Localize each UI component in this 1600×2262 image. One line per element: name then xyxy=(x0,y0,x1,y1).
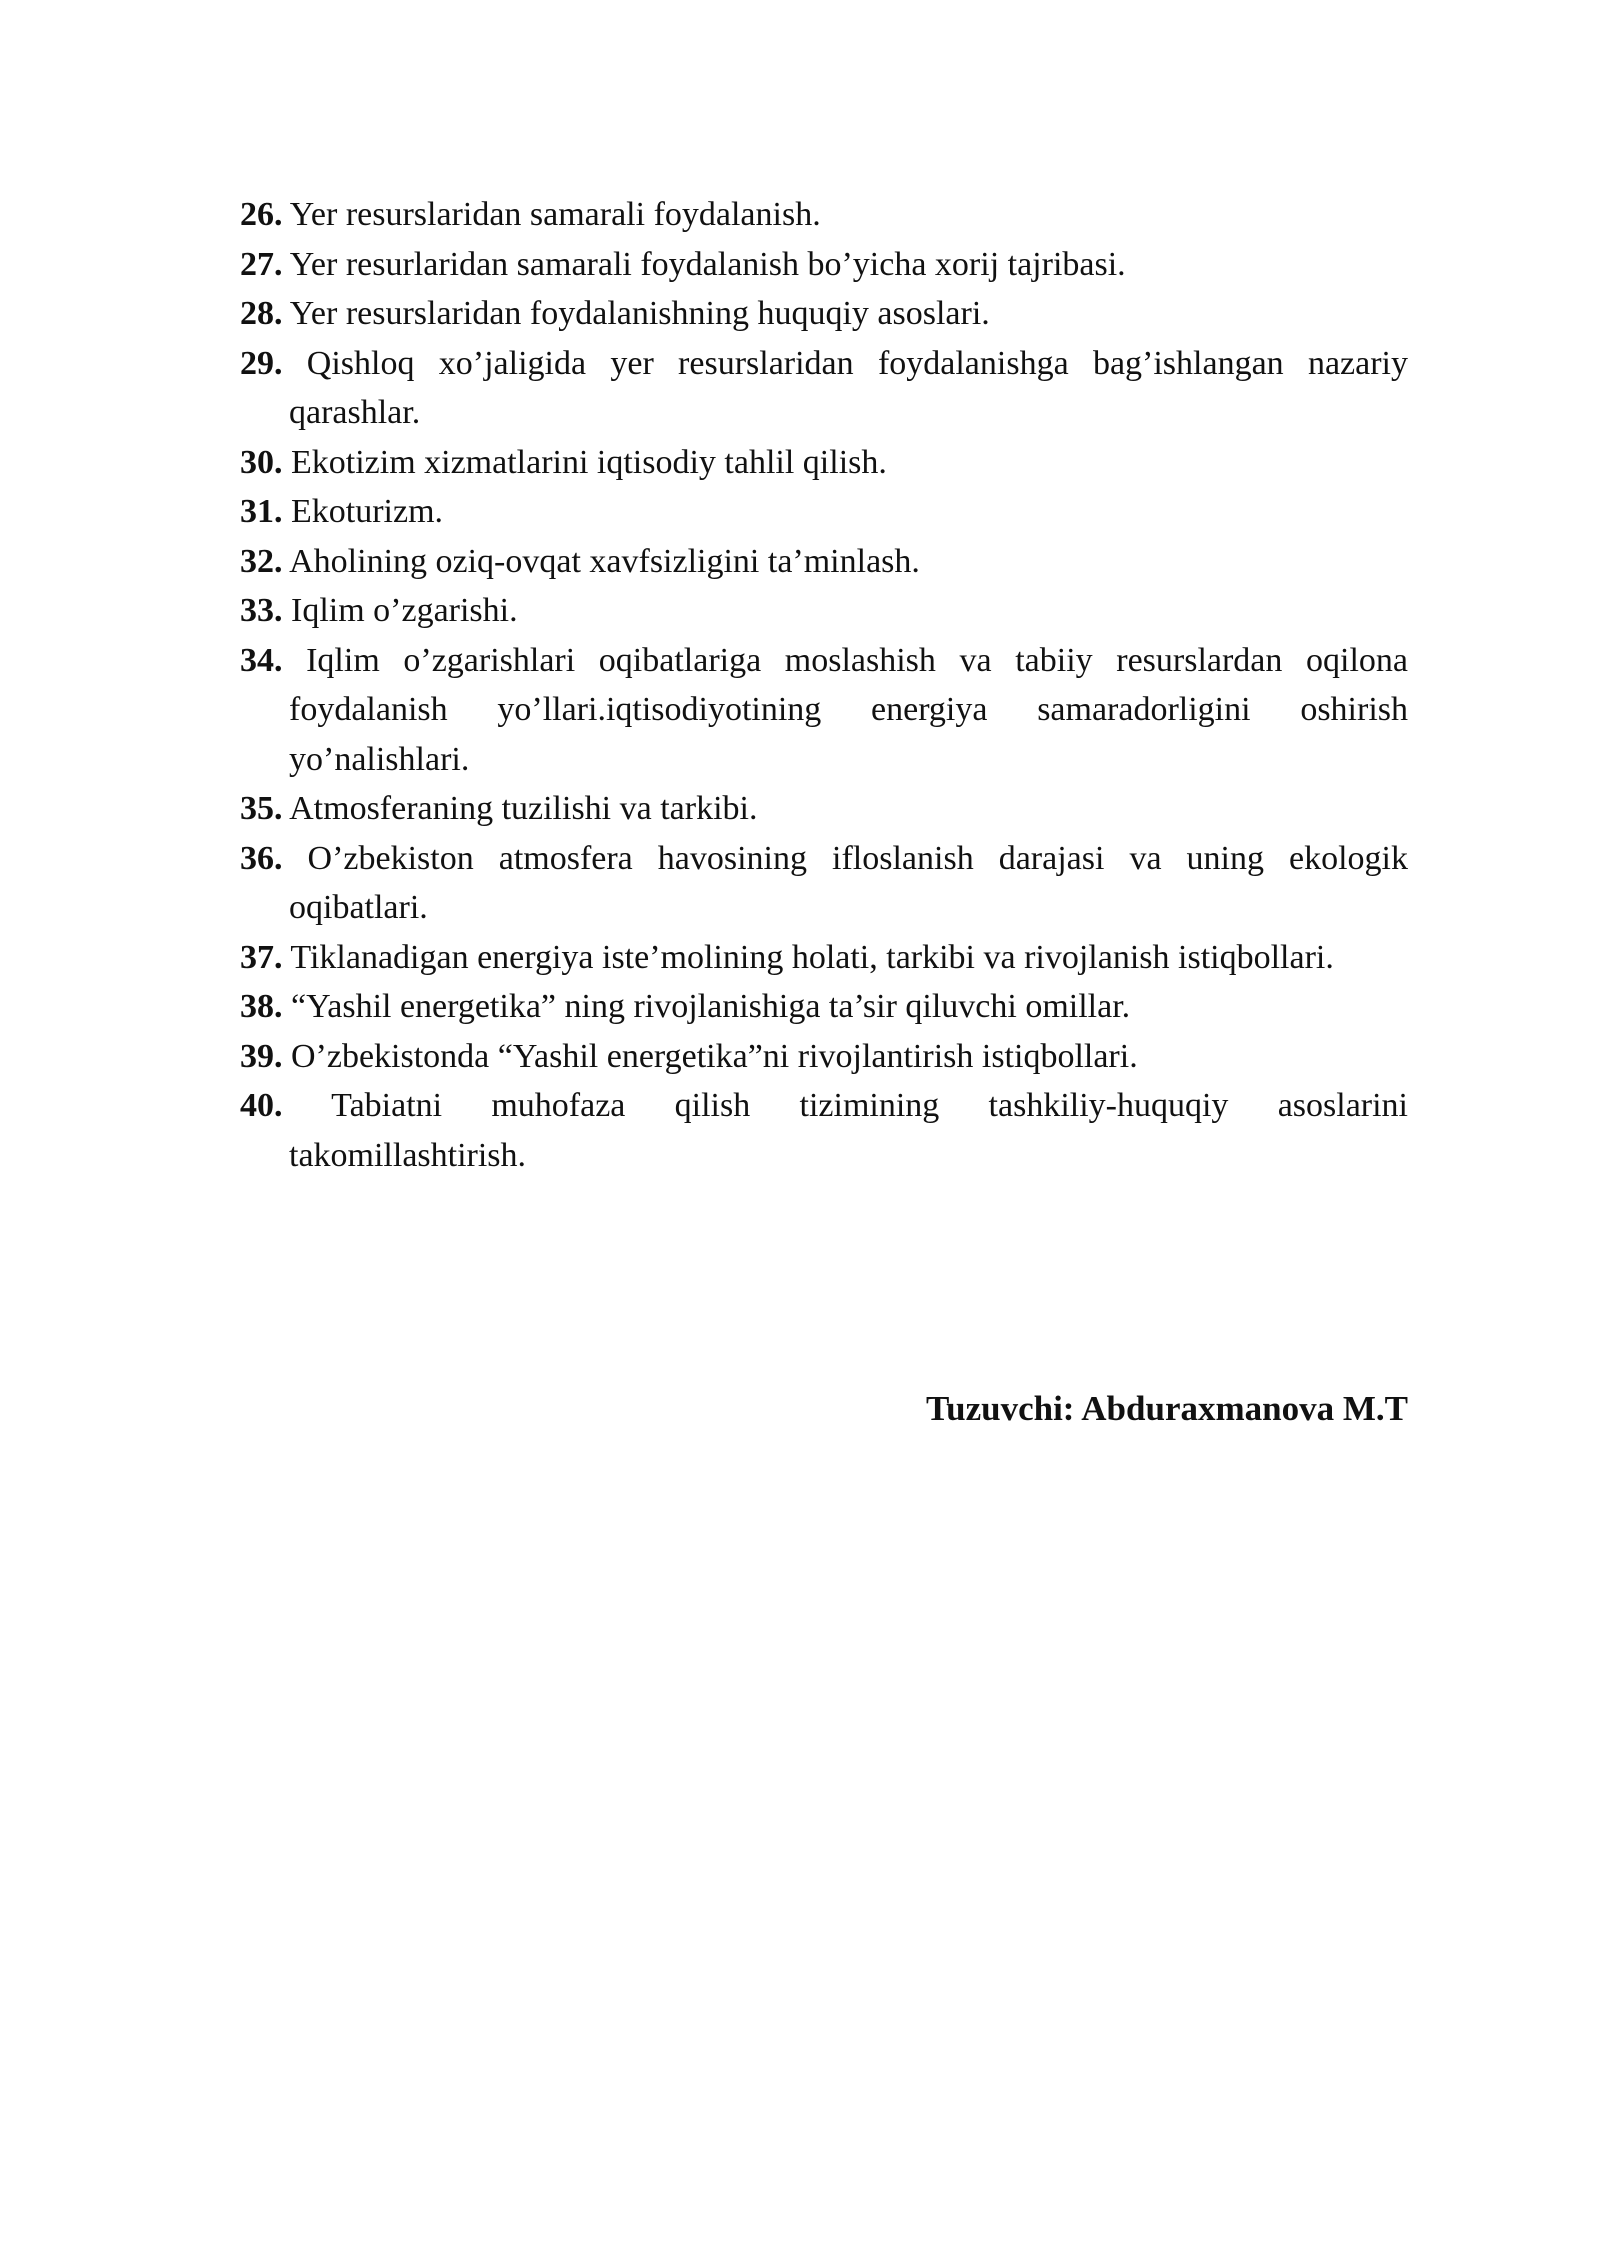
topic-text: O’zbekistonda “Yashil energetika”ni rivojlantirish istiqbollari. xyxy=(291,1037,1138,1075)
topic-number: 28. xyxy=(240,295,283,332)
topic-item xyxy=(240,784,1408,834)
topic-text: Iqlim o’zgarishlari oqibatlariga moslashish va tabiiy resurslardan oqilona foydalanish yo’llari.iqtisodiyotining energiya samaradorligini oshirish yo’nalishlari. xyxy=(289,641,1408,778)
topic-item xyxy=(240,586,1408,636)
topic-text: Tiklanadigan energiya iste’molining holati, tarkibi va rivojlanish istiqbollari. xyxy=(290,938,1334,976)
topic-number: 39. xyxy=(240,1037,283,1075)
topic-number: 26. xyxy=(240,196,283,233)
topic-text: Tabiatni muhofaza qilish tizimining tashkiliy-huquqiy asoslarini takomillashtirish. xyxy=(289,1087,1409,1174)
topic-text: Ekotizim xizmatlarini iqtisodiy tahlil qilish. xyxy=(291,443,887,481)
topic-number: 34. xyxy=(240,641,283,679)
topic-item xyxy=(240,834,1408,933)
topic-list xyxy=(240,190,1408,1180)
topic-number: 31. xyxy=(240,493,283,530)
topic-text: O’zbekiston atmosfera havosining ifloslanish darajasi va uning ekologik oqibatlari. xyxy=(289,839,1409,926)
topic-item xyxy=(240,438,1408,488)
topic-item xyxy=(240,240,1408,290)
topic-text: Yer resurlaridan samarali foydalanish bo’yicha xorij tajribasi. xyxy=(289,245,1126,283)
topic-text: Ekoturizm. xyxy=(291,493,444,530)
topic-number: 27. xyxy=(240,245,283,283)
topic-text: Iqlim o’zgarishi. xyxy=(291,592,518,629)
topic-text: “Yashil energetika” ning rivojlanishiga ta’sir qiluvchi omillar. xyxy=(291,988,1131,1025)
topic-item xyxy=(240,487,1408,537)
topic-item xyxy=(240,537,1408,587)
topic-item xyxy=(240,1032,1408,1082)
author-signature: Tuzuvchi: Abduraxmanova M.T xyxy=(925,1389,1408,1428)
topic-text: Atmosferaning tuzilishi va tarkibi. xyxy=(289,790,758,827)
topic-text: Yer resurslaridan samarali foydalanish. xyxy=(289,196,821,233)
topic-item xyxy=(240,933,1408,983)
topic-number: 33. xyxy=(240,592,283,629)
topic-number: 38. xyxy=(240,988,283,1025)
topic-item xyxy=(240,982,1408,1032)
topic-text: Qishloq xo’jaligida yer resurslaridan foydalanishga bag’ishlangan nazariy qarashlar. xyxy=(289,344,1409,431)
topic-text: Yer resurslaridan foydalanishning huquqiy asoslari. xyxy=(289,295,990,332)
topic-item xyxy=(240,289,1408,339)
topic-item xyxy=(240,339,1408,438)
topic-number: 30. xyxy=(240,443,283,481)
topic-number: 40. xyxy=(240,1087,283,1124)
topic-item xyxy=(240,636,1408,785)
topic-number: 35. xyxy=(240,790,283,827)
topic-number: 32. xyxy=(240,542,283,580)
topic-number: 37. xyxy=(240,938,283,976)
topic-item xyxy=(240,1081,1408,1180)
topic-item xyxy=(240,190,1408,240)
topic-text: Aholining oziq-ovqat xavfsizligini ta’minlash. xyxy=(289,542,920,580)
topic-number: 36. xyxy=(240,839,283,877)
topic-number: 29. xyxy=(240,344,283,382)
